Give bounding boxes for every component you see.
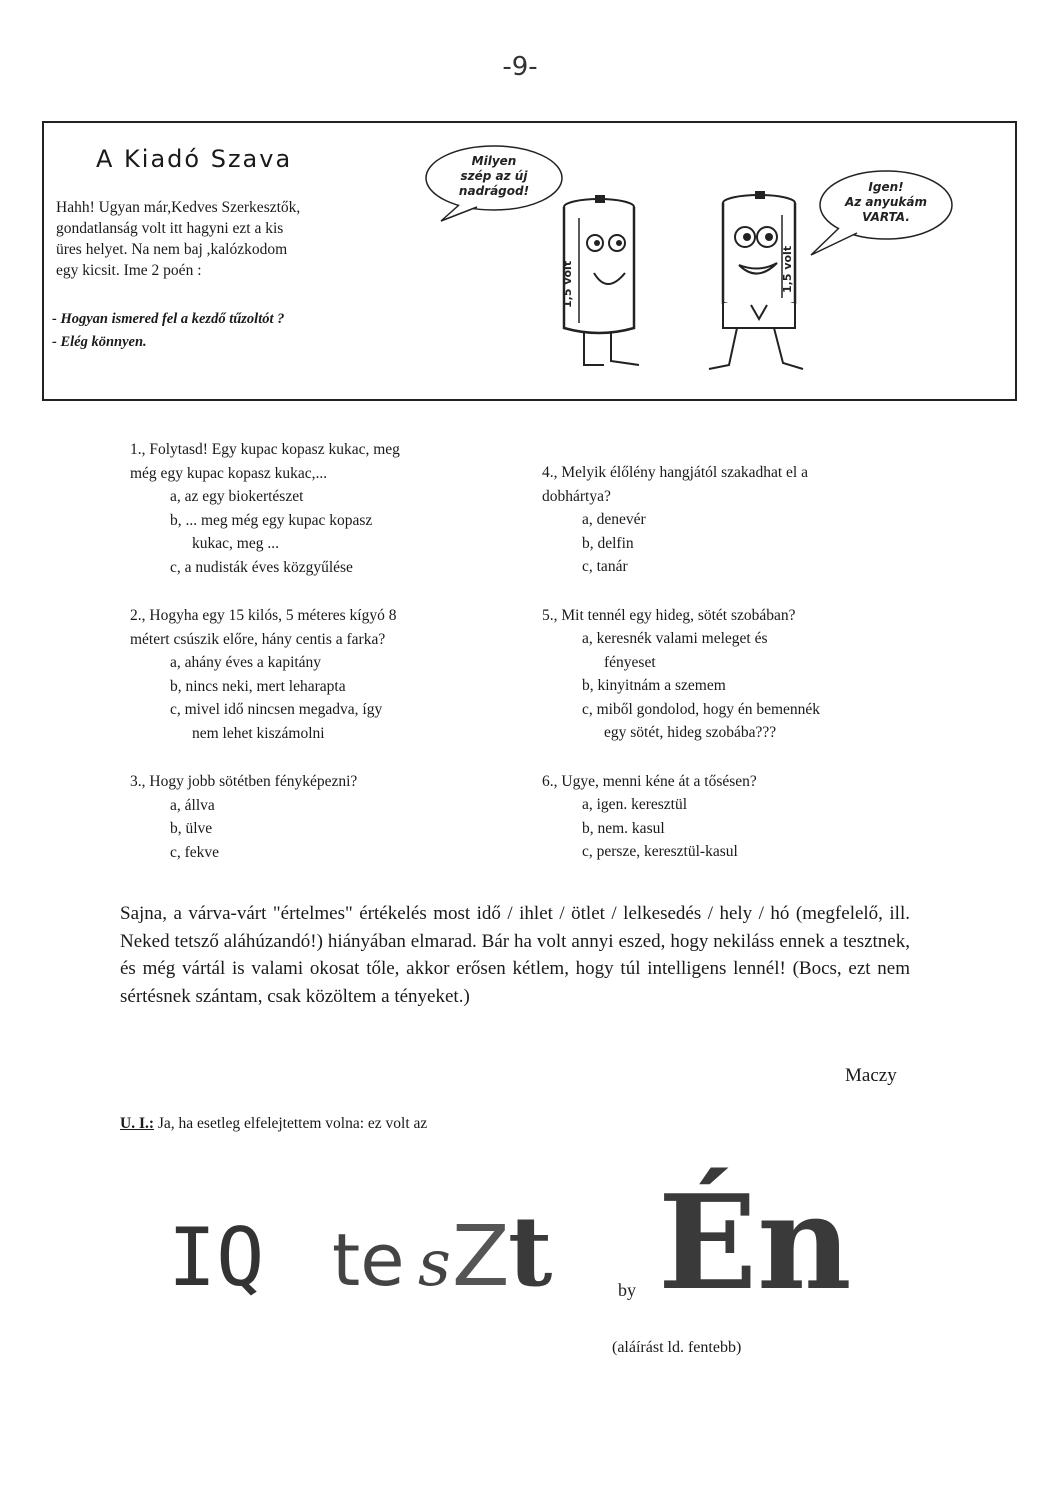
- quiz-answer: b, ülve: [170, 820, 213, 837]
- page-number: -9-: [502, 52, 538, 82]
- quiz-answer: nem lehet kiszámolni: [192, 724, 325, 742]
- bubble-right-line: Igen!: [868, 180, 904, 194]
- speech-bubble-left: [426, 146, 562, 221]
- quiz-column-left: [130, 438, 510, 889]
- quiz-question: 6., Ugye, menni kéne át a tősésen?: [542, 772, 757, 790]
- iq-test-title: [0, 1160, 1061, 1340]
- kiado-intro-line: gondatlanság volt itt hagyni ezt a kis: [56, 220, 284, 237]
- joke-question: - Hogyan ismered fel a kezdő tűzoltót ?: [52, 311, 285, 327]
- quiz-item: [542, 461, 942, 579]
- quiz-question: 3., Hogy jobb sötétben fényképezni?: [130, 773, 358, 790]
- quiz-answer: c, persze, keresztül-kasul: [582, 843, 738, 860]
- battery-left: [561, 195, 639, 365]
- bubble-left-line: szép az új: [460, 169, 528, 183]
- signature: Maczy: [845, 1065, 897, 1086]
- quiz-answer: b, kinyitnám a szemem: [582, 677, 726, 694]
- quiz-item: [542, 770, 942, 864]
- quiz-answer: a, keresnék valami meleget és: [582, 630, 768, 647]
- joke-answer: - Elég könnyen.: [52, 334, 147, 350]
- quiz-question: métert csúszik előre, hány centis a farka?: [130, 630, 386, 648]
- quiz-question: 4., Melyik élőlény hangjától szakadhat el a: [542, 464, 808, 481]
- quiz-answer: fényeset: [604, 653, 656, 671]
- quiz-item: [130, 438, 510, 579]
- kiado-box: [42, 121, 1017, 401]
- quiz-question: 2., Hogyha egy 15 kilós, 5 méteres kígyó 8: [130, 607, 397, 624]
- kiado-title: A Kiadó Szava: [96, 145, 293, 173]
- kiado-intro-line: egy kicsit. Ime 2 poén :: [56, 262, 202, 279]
- quiz-item: [130, 770, 510, 864]
- quiz-answer: a, az egy biokertészet: [170, 488, 304, 505]
- kiado-intro-line: Hahh! Ugyan már,Kedves Szerkesztők,: [56, 199, 301, 216]
- title-s: s: [418, 1227, 451, 1301]
- quiz-answer: a, ahány éves a kapitány: [170, 654, 322, 671]
- speech-bubble-right: [811, 171, 952, 255]
- quiz-answer: b, ... meg még egy kupac kopasz: [170, 511, 373, 529]
- conclusion-paragraph: Sajna, a várva-várt "értelmes" értékelés most idő / ihlet / ötlet / lelkesedés / hely / hó (megfelelő, ill. Neked tetsző aláhúzandó!) hiányában elmarad. Bár ha volt annyi eszed, hogy nekiláss ennek a tesztnek, és még vártál is valami okosat tőle, akkor erősen kétlem, hogy túl intelligens lennél! (Bocs, ezt nem sértésnek szántam, csak közöltem a tényeket.): [120, 903, 910, 1007]
- quiz-answer: c, mivel idő nincsen megadva, így: [170, 701, 383, 718]
- quiz-item: [130, 604, 510, 745]
- title-iq: IQ: [168, 1211, 265, 1304]
- quiz-column-right: [542, 461, 942, 889]
- battery-right: [709, 191, 803, 369]
- bubble-right-line: Az anyukám: [844, 195, 928, 209]
- title-te: te: [332, 1218, 405, 1302]
- kiado-intro-line: üres helyet. Na nem baj ,kalózkodom: [56, 241, 288, 258]
- postscript-text: Ja, ha esetleg elfelejtettem volna: ez volt az: [154, 1115, 428, 1132]
- title-by: by: [618, 1280, 636, 1300]
- quiz-answer: b, nincs neki, mert leharapta: [170, 677, 346, 695]
- quiz-item: [542, 604, 942, 745]
- quiz-answer: kukac, meg ...: [192, 535, 279, 552]
- quiz-answer: c, miből gondolod, hogy én bemennék: [582, 700, 821, 718]
- quiz-answer: a, igen. keresztül: [582, 796, 688, 813]
- quiz-answer: b, nem. kasul: [582, 819, 665, 837]
- quiz-question: még egy kupac kopasz kukac,...: [130, 464, 328, 482]
- postscript: [120, 1115, 427, 1133]
- quiz-question: dobhártya?: [542, 487, 611, 505]
- quiz-question: 1., Folytasd! Egy kupac kopasz kukac, meg: [130, 441, 400, 458]
- bubble-right-line: VARTA.: [862, 210, 910, 224]
- battery-left-label: 1,5 volt: [561, 260, 574, 308]
- title-t: t: [508, 1195, 553, 1308]
- battery-right-label: 1,5 volt: [781, 245, 794, 293]
- quiz-answer: a, denevér: [582, 511, 646, 528]
- quiz-answer: b, delfin: [582, 534, 634, 552]
- title-z: Z: [452, 1207, 510, 1305]
- quiz-answer: egy sötét, hideg szobába???: [604, 724, 777, 741]
- quiz-answer: c, a nudisták éves közgyűlése: [170, 558, 353, 576]
- kiado-intro: [56, 197, 396, 281]
- signature-note: (aláírást ld. fentebb): [612, 1339, 742, 1356]
- quiz-question: 5., Mit tennél egy hideg, sötét szobában?: [542, 606, 796, 624]
- quiz-answer: c, tanár: [582, 558, 628, 575]
- bubble-left-line: Milyen: [471, 154, 517, 168]
- battery-cartoon: [399, 133, 959, 395]
- postscript-label: U. I.:: [120, 1115, 155, 1132]
- bubble-left-line: nadrágod!: [458, 184, 530, 198]
- quiz-answer: a, állva: [170, 796, 215, 814]
- title-author: Én: [658, 1166, 852, 1319]
- quiz-answer: c, fekve: [170, 843, 220, 861]
